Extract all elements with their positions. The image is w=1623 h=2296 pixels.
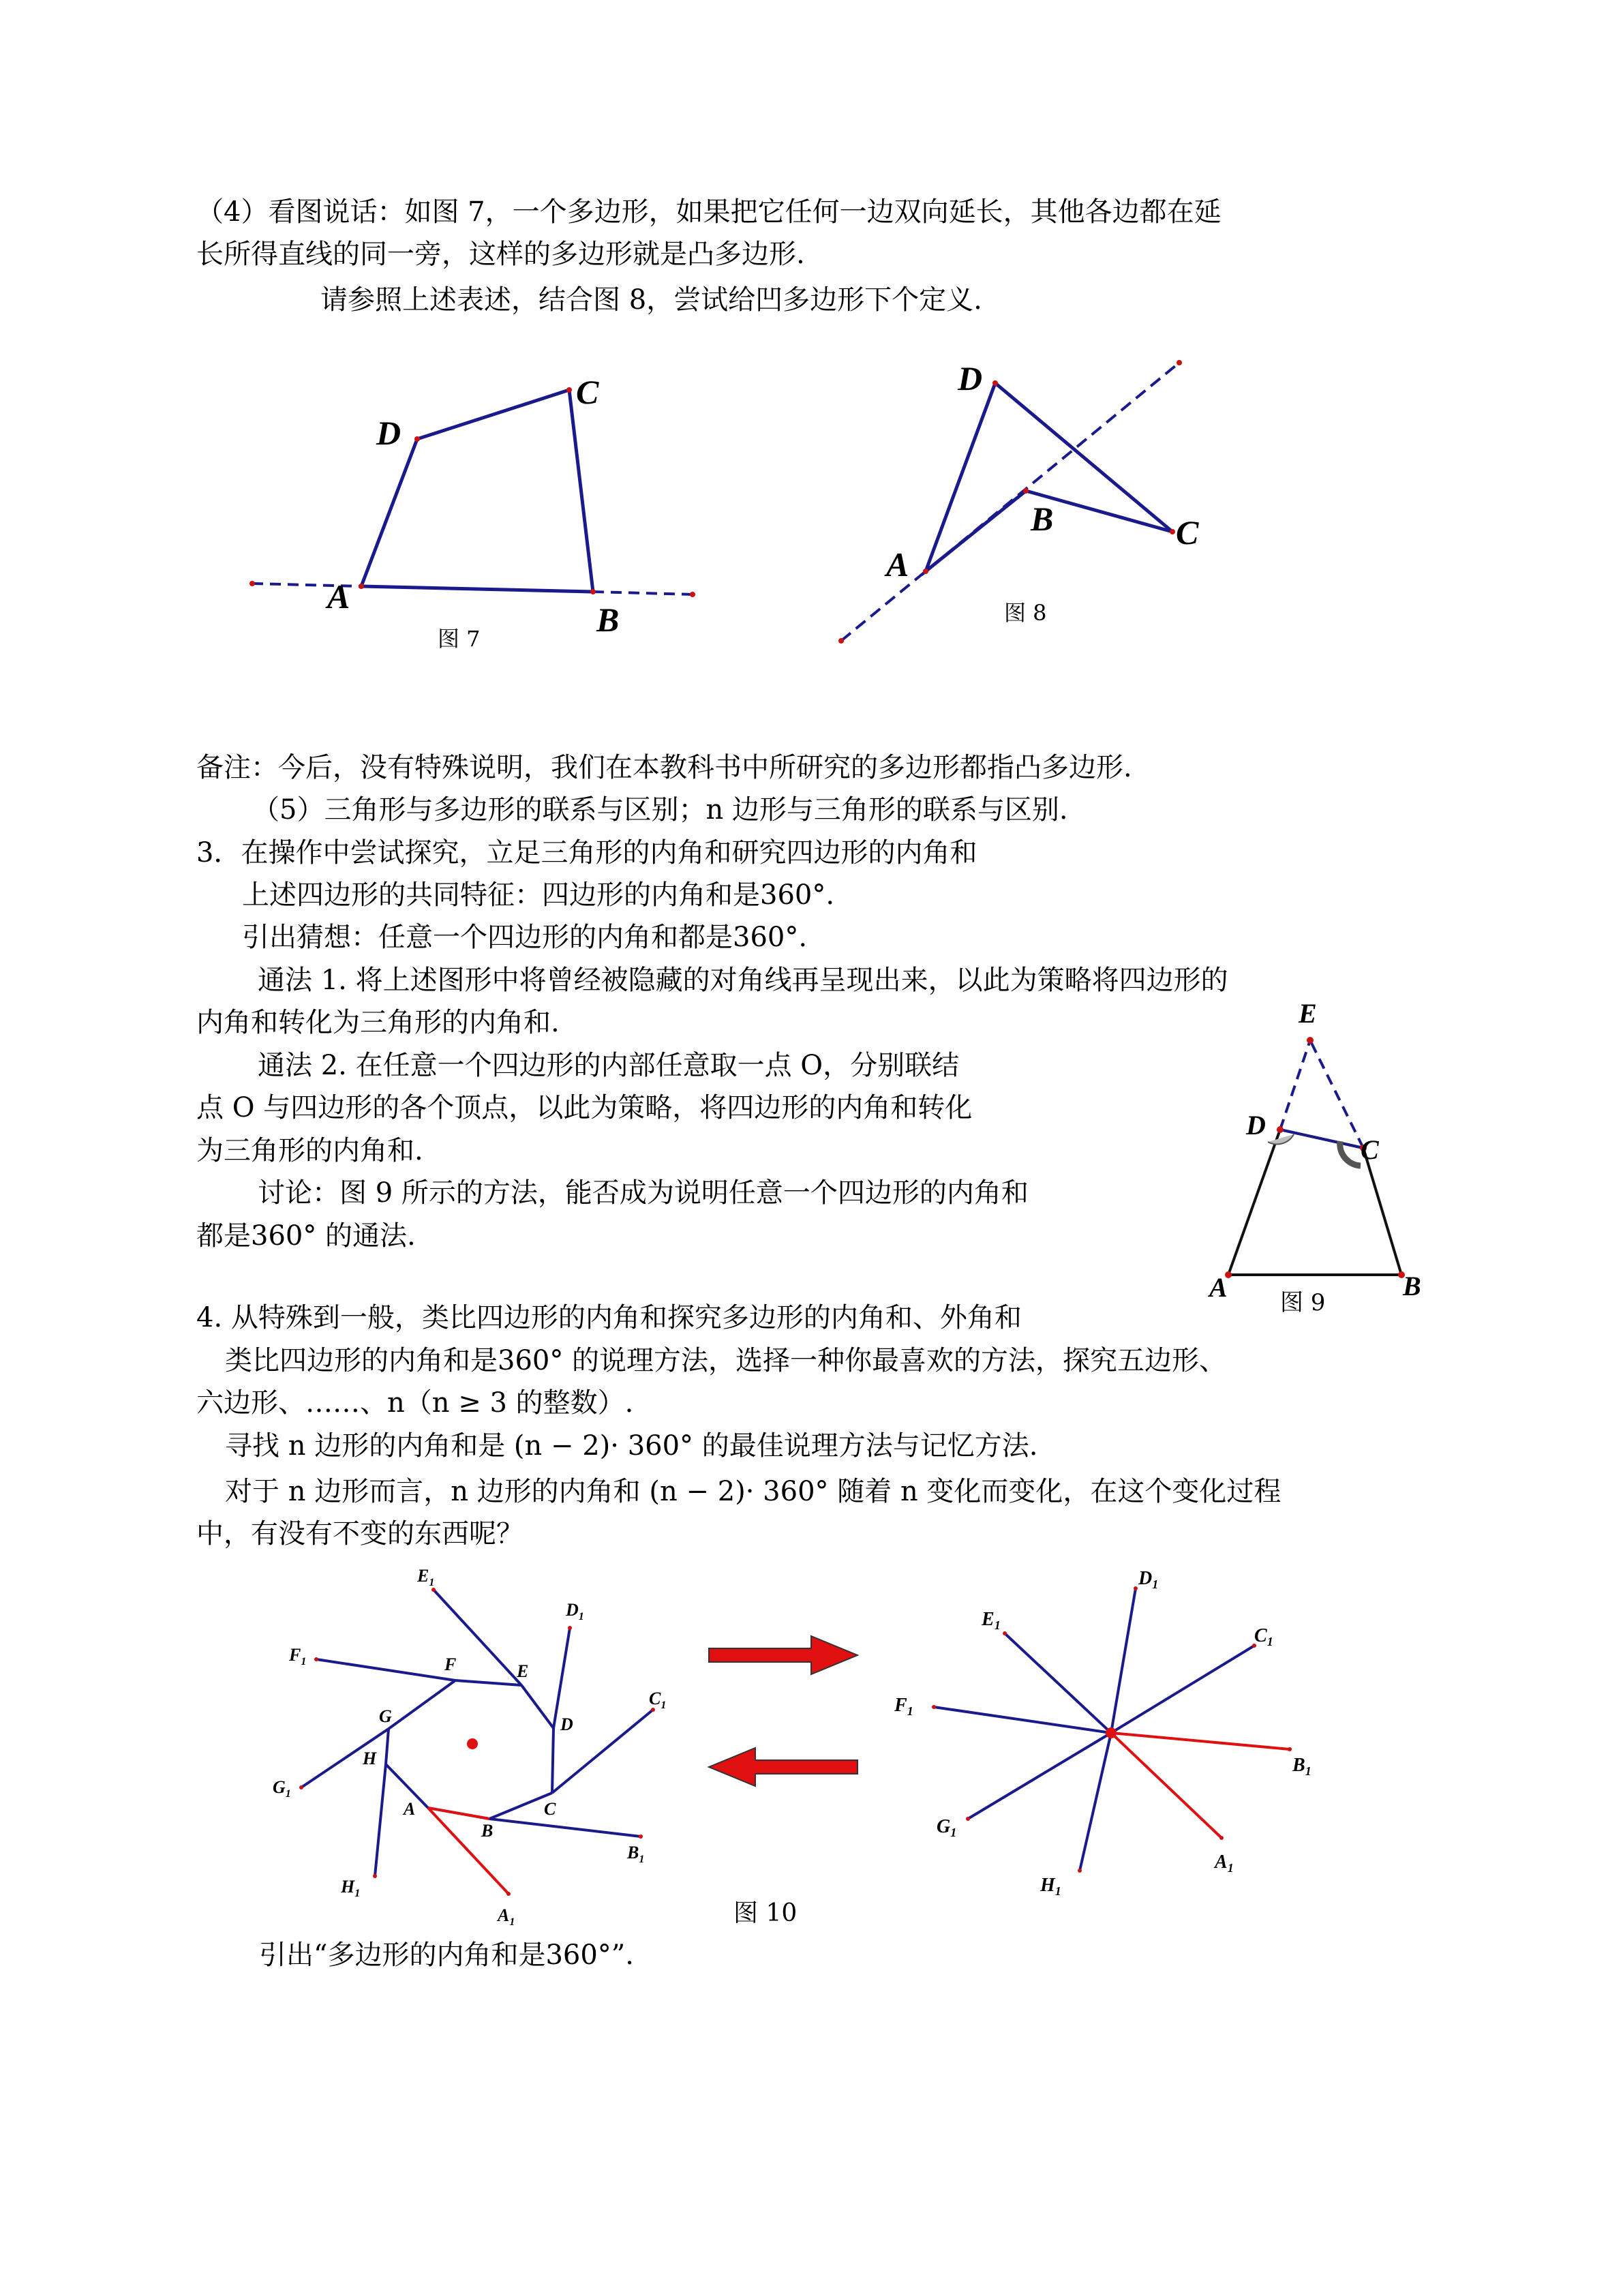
fig7-extension-right <box>593 592 693 594</box>
section-4-line-2: 六边形、……、n（n ≥ 3 的整数）. <box>196 1387 634 1419</box>
final-line: 引出“多边形的内角和是360°”. <box>259 1939 634 1971</box>
section-4-line-1: 类比四边形的内角和是360° 的说理方法，选择一种你最喜欢的方法，探究五边形、 <box>225 1345 1227 1376</box>
method-2-line-2: 点 O 与四边形的各个顶点，以此为策略，将四边形的内角和转化 <box>196 1092 973 1123</box>
fig9-label-D: D <box>1246 1110 1266 1141</box>
fig8-label-D: D <box>958 359 983 397</box>
fig8-label-A: A <box>886 545 909 584</box>
figure-7 <box>232 368 723 661</box>
para-4-line-2: 长所得直线的同一旁，这样的多边形就是凸多边形. <box>196 239 805 270</box>
fig10-right-B1: $B_1$ <box>1292 1755 1311 1778</box>
fig9-extension-DE <box>1280 1040 1310 1130</box>
para-4-line-3: 请参照上述表述，结合图 8，尝试给凹多边形下个定义. <box>320 284 982 316</box>
fig10-left-B1: $B_1$ <box>627 1843 645 1865</box>
fig9-label-B: B <box>1403 1271 1421 1301</box>
fig10-inner-H: H <box>363 1749 377 1768</box>
fig10-inner-C: C <box>544 1799 556 1819</box>
fig10-inner-F: F <box>444 1655 457 1674</box>
section-4-line-3: 寻找 n 边形的内角和是 (n − 2)· 360° 的最佳说理方法与记忆方法. <box>225 1430 1038 1462</box>
fig10-arrow-left <box>709 1748 858 1786</box>
fig7-label-A: A <box>327 577 350 616</box>
fig10-left-H1: $H_1$ <box>341 1877 361 1899</box>
fig10-left-G1: $G_1$ <box>273 1777 291 1800</box>
section-4-title: 4. 从特殊到一般，类比四边形的内角和探究多边形的内角和、外角和 <box>196 1302 1022 1333</box>
discussion-line-2: 都是360° 的通法. <box>196 1220 416 1252</box>
fig10-inner-B: B <box>481 1821 494 1841</box>
fig10-caption: 图 10 <box>733 1899 798 1927</box>
fig10-inner-A: A <box>404 1799 416 1819</box>
method-2-line-1: 通法 2. 在任意一个四边形的内部任意取一点 O，分别联结 <box>258 1050 960 1081</box>
fig10-left-E1: $E_1$ <box>417 1566 435 1588</box>
method-2-line-3: 为三角形的内角和. <box>196 1135 423 1166</box>
fig10-right-A1: $A_1$ <box>1215 1852 1234 1875</box>
fig8-caption: 图 8 <box>1004 600 1047 626</box>
fig10-right-H1: $H_1$ <box>1040 1875 1061 1898</box>
fig9-caption: 图 9 <box>1280 1289 1326 1316</box>
fig7-label-D: D <box>376 414 401 452</box>
fig10-right-C1: $C_1$ <box>1254 1625 1273 1648</box>
fig10-right-D1: $D_1$ <box>1138 1568 1159 1591</box>
fig10-right-F1: $F_1$ <box>894 1695 913 1718</box>
fig10-left-D1: $D_1$ <box>566 1600 584 1622</box>
fig10-center-point <box>467 1738 478 1749</box>
fig10-right-G1: $G_1$ <box>937 1816 957 1839</box>
fig9-label-C: C <box>1361 1134 1379 1165</box>
fig10-left-C1: $C_1$ <box>649 1689 667 1711</box>
fig8-concave-quadrilateral <box>926 383 1172 571</box>
figure-8 <box>818 341 1241 661</box>
fig10-left-polygon <box>301 1590 653 1876</box>
note-line: 备注：今后，没有特殊说明，我们在本教科书中所研究的多边形都指凸多边形. <box>196 752 1132 783</box>
fig10-inner-G: G <box>379 1706 392 1726</box>
method-1-line-1: 通法 1. 将上述图形中将曾经被隐藏的对角线再呈现出来，以此为策略将四边形的 <box>258 965 1228 996</box>
fig9-label-E: E <box>1299 998 1317 1029</box>
fig7-label-B: B <box>596 601 620 639</box>
fig9-extension-CE <box>1310 1040 1363 1148</box>
fig9-label-A: A <box>1209 1272 1228 1303</box>
fig10-right-E1: $E_1$ <box>982 1609 1001 1632</box>
discussion-line-1: 讨论：图 9 所示的方法，能否成为说明任意一个四边形的内角和 <box>258 1177 1029 1209</box>
section-4-line-5: 中，有没有不变的东西呢？ <box>196 1518 524 1550</box>
method-1-line-2: 内角和转化为三角形的内角和. <box>196 1007 560 1038</box>
section-3-title: 3．在操作中尝试探究，立足三角形的内角和研究四边形的内角和 <box>196 837 977 868</box>
fig7-caption: 图 7 <box>438 626 481 652</box>
fig9-angle-D <box>1268 1134 1294 1144</box>
para-5: （5）三角形与多边形的联系与区别；n 边形与三角形的联系与区别. <box>252 794 1068 826</box>
para-4-line-1: （4）看图说话：如图 7，一个多边形，如果把它任何一边双向延长，其他各边都在延 <box>196 196 1222 228</box>
fig8-label-C: C <box>1176 513 1199 552</box>
fig7-label-C: C <box>576 373 599 411</box>
fig10-inner-E: E <box>517 1661 529 1681</box>
section-3-line-2: 引出猜想：任意一个四边形的内角和都是360°. <box>242 922 808 953</box>
figure-10 <box>273 1561 1391 1943</box>
fig10-left-A1: $A_1$ <box>498 1905 515 1928</box>
section-4-line-4: 对于 n 边形而言，n 边形的内角和 (n − 2)· 360° 随着 n 变化而变化，在这个变化过程 <box>225 1476 1281 1507</box>
fig10-left-F1: $F_1$ <box>289 1645 307 1667</box>
fig10-arrow-right <box>709 1636 858 1674</box>
fig8-label-B: B <box>1031 500 1054 538</box>
fig10-right-star <box>934 1588 1254 1871</box>
fig10-inner-D: D <box>560 1715 573 1734</box>
figure-9 <box>1200 995 1445 1316</box>
section-3-line-1: 上述四边形的共同特征：四边形的内角和是360°. <box>242 879 835 911</box>
